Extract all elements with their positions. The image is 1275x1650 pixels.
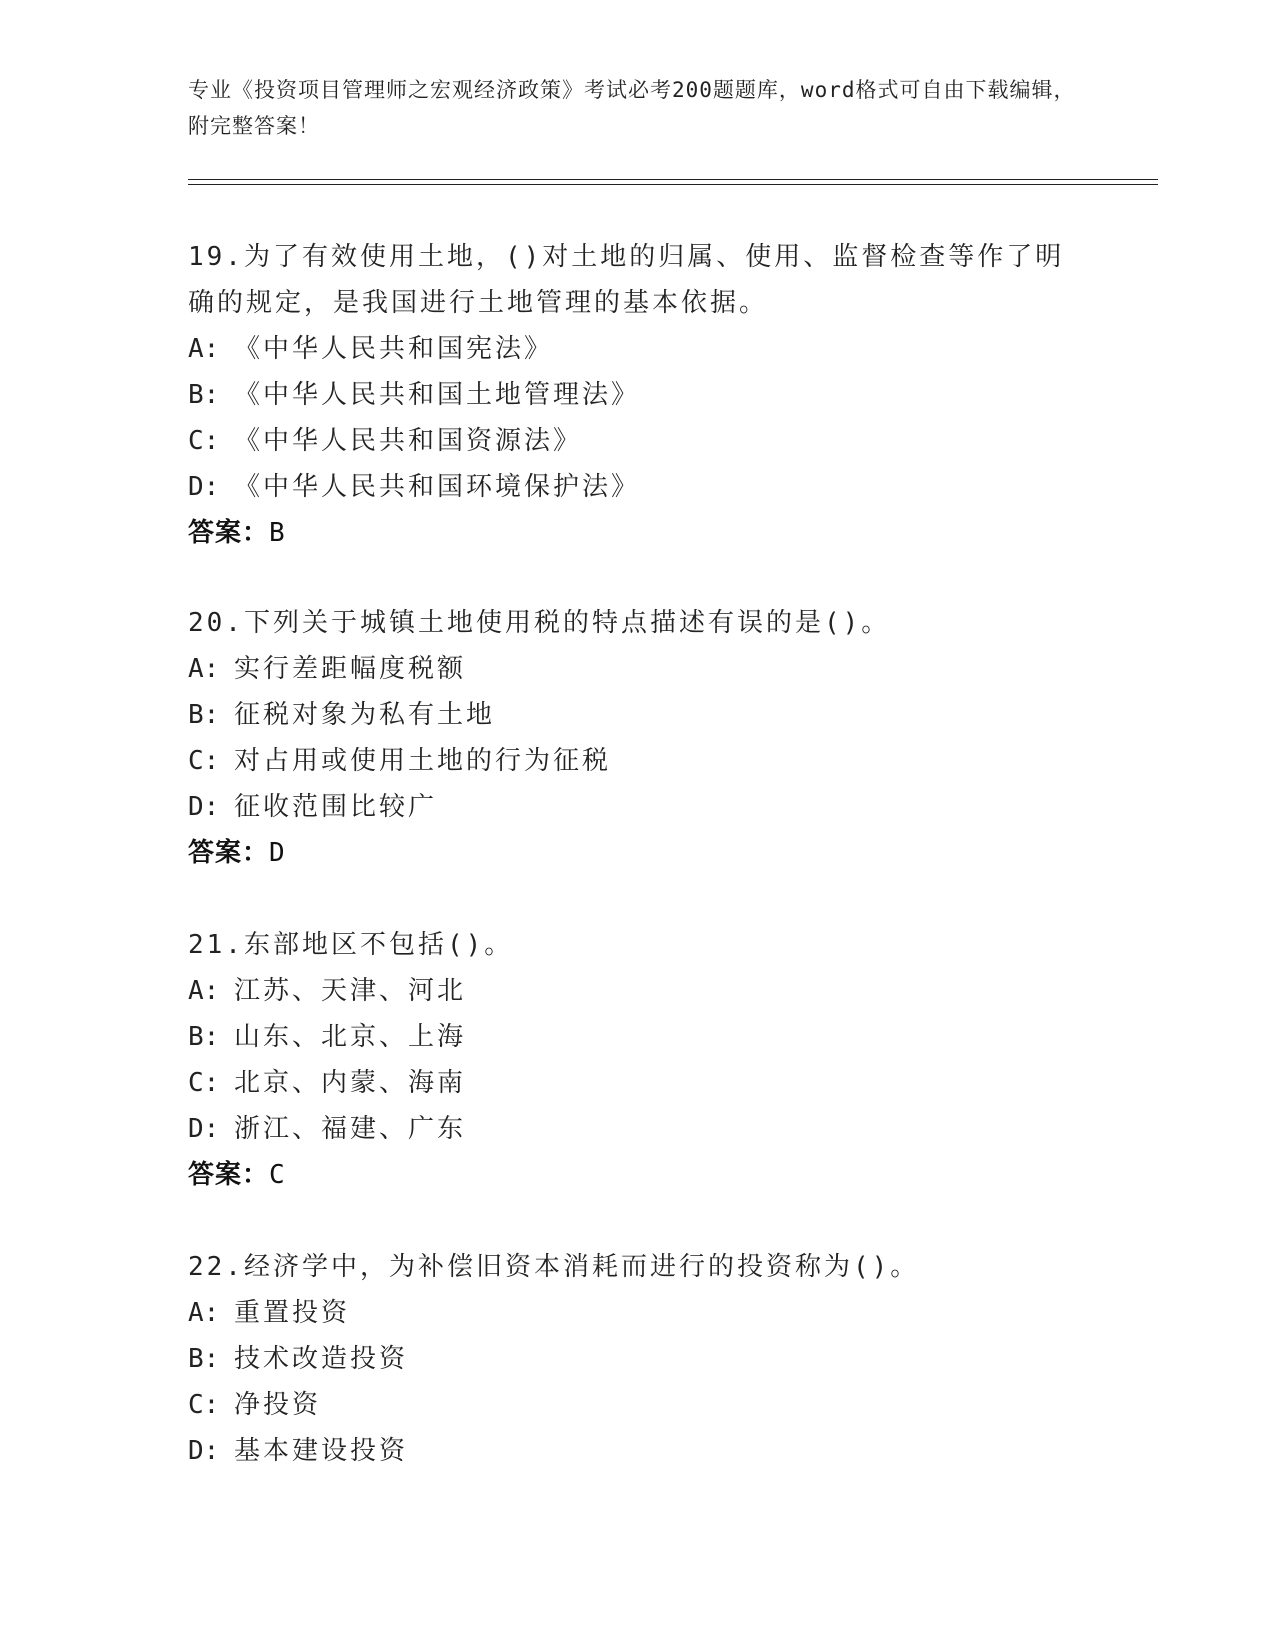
option-label: C: (188, 746, 220, 776)
question-19 (188, 234, 1088, 556)
answer-line (188, 1152, 1088, 1198)
option-c (188, 418, 1088, 464)
answer-value: C (269, 1160, 286, 1190)
option-label: C: (188, 1068, 220, 1098)
option-text: 浙江、福建、广东 (234, 1114, 467, 1144)
answer-label: 答案： (188, 518, 270, 548)
question-stem: 19.为了有效使用土地，()对土地的归属、使用、监督检查等作了明确的规定，是我国进行土地管理的基本依据。 (188, 242, 1065, 318)
option-text: 《中华人民共和国宪法》 (234, 334, 554, 364)
answer-value: B (269, 518, 286, 548)
answer-label: 答案： (188, 1160, 270, 1190)
header-divider-bottom (188, 184, 1158, 185)
option-a (188, 1290, 1088, 1336)
option-text: 征收范围比较广 (234, 792, 438, 822)
option-text: 《中华人民共和国资源法》 (234, 426, 583, 456)
option-d (188, 1106, 1088, 1152)
option-b (188, 1014, 1088, 1060)
option-b (188, 372, 1088, 418)
option-label: D: (188, 792, 220, 822)
question-stem: 21.东部地区不包括()。 (188, 930, 514, 960)
option-label: B: (188, 700, 220, 730)
option-d (188, 464, 1088, 510)
option-label: C: (188, 1390, 220, 1420)
option-text: 北京、内蒙、海南 (234, 1068, 467, 1098)
document-header: 专业《投资项目管理师之宏观经济政策》考试必考200题题库，word格式可自由下载编辑，附完整答案！ (188, 78, 1076, 138)
option-text: 征税对象为私有土地 (234, 700, 496, 730)
option-text: 山东、北京、上海 (234, 1022, 467, 1052)
option-label: C: (188, 426, 220, 456)
option-label: B: (188, 1344, 220, 1374)
question-stem: 20.下列关于城镇土地使用税的特点描述有误的是()。 (188, 608, 891, 638)
option-label: B: (188, 1022, 220, 1052)
question-stem: 22.经济学中，为补偿旧资本消耗而进行的投资称为()。 (188, 1252, 920, 1282)
option-d (188, 784, 1088, 830)
option-label: D: (188, 1114, 220, 1144)
option-text: 对占用或使用土地的行为征税 (234, 746, 612, 776)
header-divider-top (188, 179, 1158, 180)
answer-line (188, 510, 1088, 556)
option-c (188, 1060, 1088, 1106)
option-text: 技术改造投资 (234, 1344, 409, 1374)
option-b (188, 1336, 1088, 1382)
option-a (188, 646, 1088, 692)
option-text: 重置投资 (234, 1298, 351, 1328)
option-label: B: (188, 380, 220, 410)
option-label: D: (188, 472, 220, 502)
option-text: 基本建设投资 (234, 1436, 409, 1466)
option-text: 《中华人民共和国土地管理法》 (234, 380, 641, 410)
option-text: 《中华人民共和国环境保护法》 (234, 472, 641, 502)
answer-label: 答案： (188, 838, 270, 868)
option-label: D: (188, 1436, 220, 1466)
answer-value: D (269, 838, 286, 868)
answer-line (188, 830, 1088, 876)
option-text: 净投资 (234, 1390, 322, 1420)
option-d (188, 1428, 1088, 1474)
question-22 (188, 1244, 1088, 1474)
option-c (188, 1382, 1088, 1428)
option-a (188, 326, 1088, 372)
option-a (188, 968, 1088, 1014)
option-b (188, 692, 1088, 738)
option-label: A: (188, 976, 220, 1006)
option-text: 实行差距幅度税额 (234, 654, 467, 684)
option-text: 江苏、天津、河北 (234, 976, 467, 1006)
option-label: A: (188, 654, 220, 684)
question-21 (188, 922, 1088, 1198)
option-c (188, 738, 1088, 784)
question-20 (188, 600, 1088, 876)
option-label: A: (188, 1298, 220, 1328)
option-label: A: (188, 334, 220, 364)
